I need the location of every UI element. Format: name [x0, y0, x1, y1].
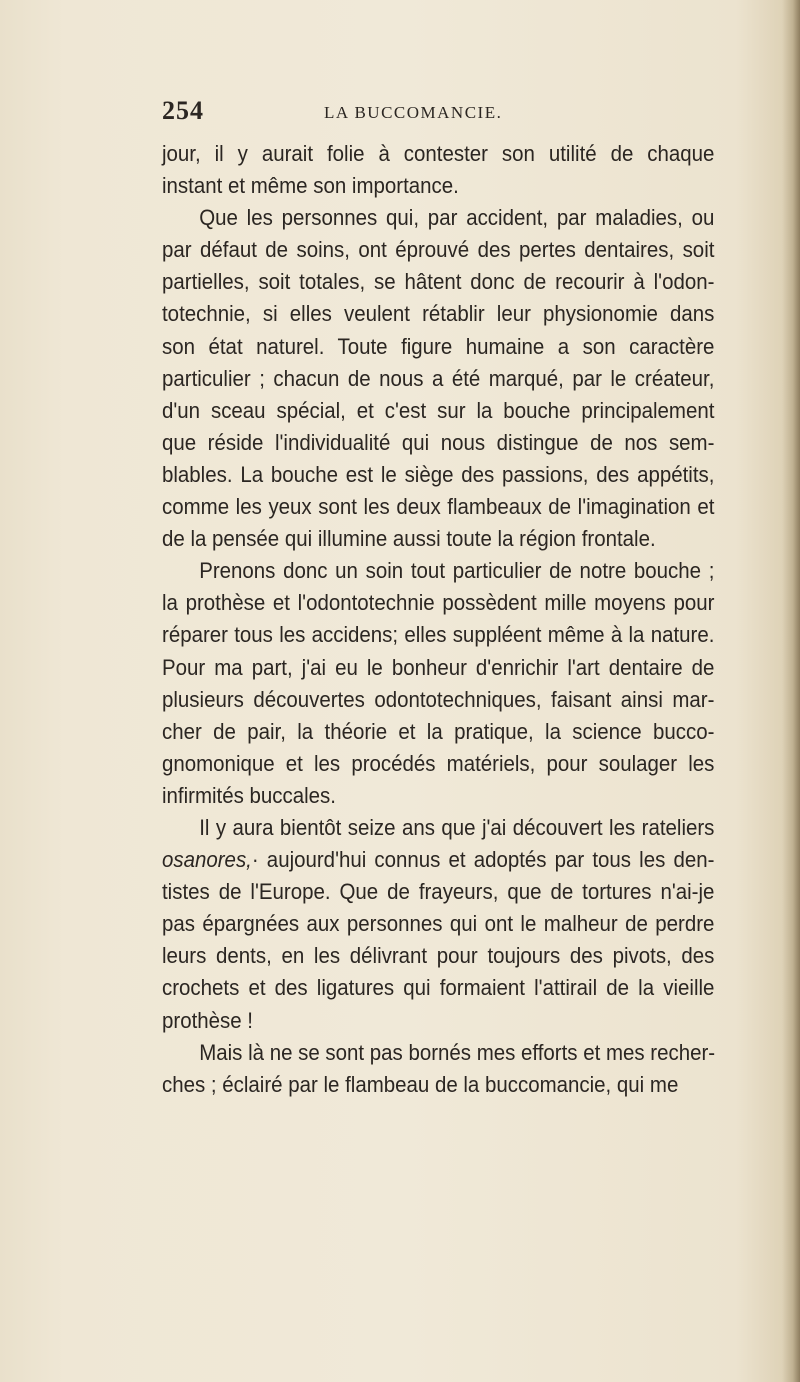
page-number: 254: [162, 96, 204, 125]
text-line: Pour ma part, j'ai eu le bonheur d'enrichir l'art dentaire de: [162, 654, 715, 680]
paragraph-3: [162, 555, 714, 812]
text-line: prothèse !: [162, 1007, 253, 1033]
text-line: la prothèse et l'odontotechnie possèdent mille moyens pour: [162, 590, 715, 616]
text-line: Il y aura bientôt seize ans que j'ai découvert les rateliers: [199, 814, 715, 840]
text-line-with-italic: [162, 844, 714, 876]
text-line: gnomonique et les procédés matériels, pour soulager les: [162, 750, 715, 776]
text-line: réparer tous les accidens; elles suppléent même à la nature.: [162, 622, 715, 648]
text-line: son état naturel. Toute figure humaine a son caractère: [162, 333, 715, 359]
text-line: infirmités buccales.: [162, 782, 336, 808]
text-line: partielles, soit totales, se hâtent donc de recourir à l'odon-: [162, 269, 715, 295]
text-line: totechnie, si elles veulent rétablir leur physionomie dans: [162, 301, 715, 327]
text-line: Prenons donc un soin tout particulier de notre bouche ;: [199, 558, 715, 584]
text-line: blables. La bouche est le siège des passions, des appétits,: [162, 461, 715, 487]
text-line: Mais là ne se sont pas bornés mes efforts et mes recher-: [199, 1039, 716, 1065]
page-edge-shadow: [782, 0, 800, 1382]
page-header: [162, 96, 722, 136]
text-line: Que les personnes qui, par accident, par maladies, ou: [199, 205, 715, 231]
text-line: par défaut de soins, ont éprouvé des pertes dentaires, soit: [162, 237, 715, 263]
text-line: cher de pair, la théorie et la pratique, la science bucco-: [162, 718, 715, 744]
text-line: tistes de l'Europe. Que de frayeurs, que de tortures n'ai-je: [162, 879, 715, 905]
text-line: que réside l'individualité qui nous distingue de nos sem-: [162, 429, 715, 455]
running-title: LA BUCCOMANCIE.: [324, 103, 503, 122]
text-line: particulier ; chacun de nous a été marqué, par le créateur,: [162, 365, 715, 391]
paragraph-1: [162, 138, 714, 202]
text-line: comme les yeux sont les deux flambeaux de l'imagination et: [162, 494, 715, 520]
text-line-rest: · aujourd'hui connus et adoptés par tous les den-: [251, 847, 715, 873]
paragraph-2: [162, 202, 714, 555]
paragraph-4: [162, 812, 714, 1037]
text-line: pas épargnées aux personnes qui ont le malheur de perdre: [162, 911, 715, 937]
text-line: ches ; éclairé par le flambeau de la buccomancie, qui me: [162, 1071, 679, 1097]
text-line: instant et même son importance.: [162, 173, 459, 199]
body-text: [162, 138, 714, 1101]
text-line: jour, il y aurait folie à contester son utilité de chaque: [162, 141, 715, 166]
text-line: leurs dents, en les délivrant pour toujours des pivots, des: [162, 943, 715, 969]
paragraph-5: [162, 1037, 714, 1101]
text-line: d'un sceau spécial, et c'est sur la bouche principalement: [162, 397, 715, 423]
text-line: de la pensée qui illumine aussi toute la région frontale.: [162, 526, 656, 552]
italic-word: osanores,: [162, 847, 252, 873]
text-line: crochets et des ligatures qui formaient l'attirail de la vieille: [162, 975, 715, 1001]
text-line: plusieurs découvertes odontotechniques, faisant ainsi mar-: [162, 686, 715, 712]
